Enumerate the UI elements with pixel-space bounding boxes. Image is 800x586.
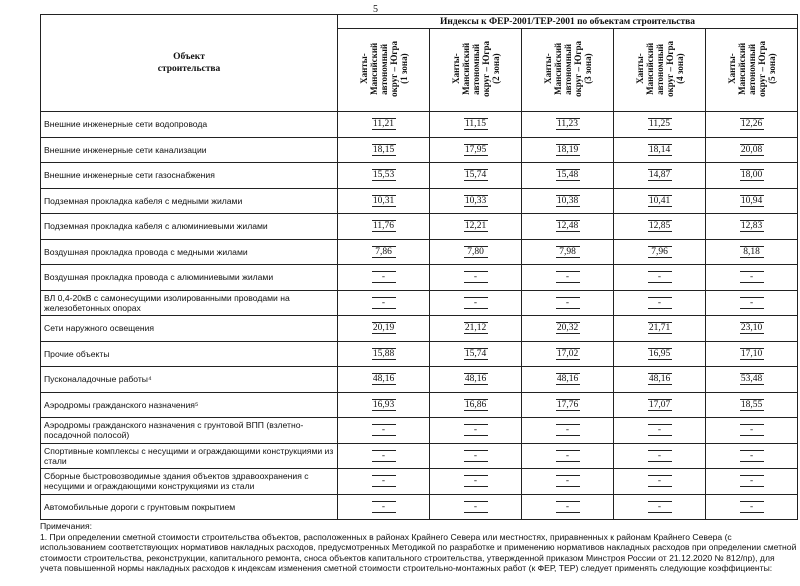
zone-1-cell xyxy=(338,367,430,393)
object-name: Сети наружного освещения xyxy=(41,316,338,342)
object-name: Автомобильные дороги с грунтовым покрытием xyxy=(41,494,338,520)
zone-header-5 xyxy=(706,29,798,112)
zone-3-cell xyxy=(522,443,614,469)
index-value: 15,74 xyxy=(464,348,487,359)
index-value: - xyxy=(556,424,580,436)
index-value: - xyxy=(648,501,672,513)
index-value: 20,19 xyxy=(372,323,395,334)
zone-5-cell xyxy=(706,316,798,342)
zone-3-cell xyxy=(522,392,614,418)
zone-1-cell xyxy=(338,137,430,163)
object-name: ВЛ 0,4-20кВ с самонесущими изолированными проводами на железобетонных опорах xyxy=(41,290,338,316)
zone-4-cell xyxy=(614,188,706,214)
index-value: 10,33 xyxy=(464,195,487,206)
zone-2-cell xyxy=(430,112,522,138)
index-value: 7,86 xyxy=(372,246,396,258)
index-value: 21,12 xyxy=(464,323,487,334)
zone-2-cell xyxy=(430,137,522,163)
index-value: - xyxy=(372,450,396,462)
index-value: 15,53 xyxy=(372,170,395,181)
index-value: 20,08 xyxy=(740,144,763,155)
table-row xyxy=(41,214,798,240)
index-value: 12,83 xyxy=(740,221,763,232)
object-name: Аэродромы гражданского назначения⁵ xyxy=(41,392,338,418)
index-value: - xyxy=(648,475,672,487)
zone-3-cell xyxy=(522,367,614,393)
index-value: 17,10 xyxy=(740,348,763,359)
zone-5-cell xyxy=(706,137,798,163)
index-value: 17,02 xyxy=(556,348,579,359)
zone-label: Ханты- Мансийский автономный округ – Югра (3 зона) xyxy=(542,41,593,97)
index-value: 48,16 xyxy=(648,374,671,385)
object-name: Внешние инженерные сети газоснабжения xyxy=(41,163,338,189)
zone-2-cell xyxy=(430,265,522,291)
zone-3-cell xyxy=(522,316,614,342)
index-value: 16,95 xyxy=(648,348,671,359)
zone-2-cell xyxy=(430,367,522,393)
zone-1-cell xyxy=(338,188,430,214)
index-value: 11,25 xyxy=(648,119,671,130)
zone-4-cell xyxy=(614,494,706,520)
zone-5-cell xyxy=(706,418,798,444)
index-value: 12,26 xyxy=(740,119,763,130)
index-value: 12,48 xyxy=(556,221,579,232)
table-row xyxy=(41,163,798,189)
index-value: 23,10 xyxy=(740,323,763,334)
index-value: 48,16 xyxy=(372,374,395,385)
zone-3-cell xyxy=(522,112,614,138)
zone-1-cell xyxy=(338,239,430,265)
zone-header-1 xyxy=(338,29,430,112)
zone-5-cell xyxy=(706,239,798,265)
index-value: 15,88 xyxy=(372,348,395,359)
indices-title: Индексы к ФЕР-2001/ТЕР-2001 по объектам строительства xyxy=(338,15,798,29)
zone-1-cell xyxy=(338,265,430,291)
index-value: 16,86 xyxy=(464,399,487,410)
zone-1-cell xyxy=(338,316,430,342)
index-value: - xyxy=(740,450,764,462)
zone-2-cell xyxy=(430,239,522,265)
index-value: - xyxy=(740,424,764,436)
index-value: - xyxy=(556,501,580,513)
zone-1-cell xyxy=(338,443,430,469)
zone-1-cell xyxy=(338,494,430,520)
indices-table xyxy=(40,14,798,520)
table-row xyxy=(41,112,798,138)
object-name: Внешние инженерные сети канализации xyxy=(41,137,338,163)
object-name: Подземная прокладка кабеля с алюминиевыми жилами xyxy=(41,214,338,240)
object-name: Воздушная прокладка провода с алюминиевыми жилами xyxy=(41,265,338,291)
object-name: Сборные быстровозводимые здания объектов здравоохранения с несущими и ограждающими конструкциями из стали xyxy=(41,469,338,495)
zone-header-4 xyxy=(614,29,706,112)
index-value: - xyxy=(372,271,396,283)
index-value: 10,31 xyxy=(372,195,395,206)
index-value: - xyxy=(648,271,672,283)
zone-4-cell xyxy=(614,137,706,163)
index-value: 20,32 xyxy=(556,323,579,334)
index-value: 10,38 xyxy=(556,195,579,206)
index-value: - xyxy=(740,501,764,513)
index-value: - xyxy=(464,297,488,309)
zone-5-cell xyxy=(706,469,798,495)
object-name: Подземная прокладка кабеля с медными жилами xyxy=(41,188,338,214)
object-name: Спортивные комплексы с несущими и ограждающими конструкциями из стали xyxy=(41,443,338,469)
zone-2-cell xyxy=(430,469,522,495)
zone-4-cell xyxy=(614,469,706,495)
index-value: 15,48 xyxy=(556,170,579,181)
index-value: - xyxy=(556,297,580,309)
index-value: - xyxy=(648,297,672,309)
index-value: - xyxy=(648,424,672,436)
zone-2-cell xyxy=(430,494,522,520)
index-value: 21,71 xyxy=(648,323,671,334)
index-value: 48,16 xyxy=(464,374,487,385)
index-value: - xyxy=(556,475,580,487)
zone-3-cell xyxy=(522,137,614,163)
index-value: 14,87 xyxy=(648,170,671,181)
zone-5-cell xyxy=(706,443,798,469)
zone-4-cell xyxy=(614,163,706,189)
index-value: - xyxy=(464,450,488,462)
notes-section xyxy=(40,521,797,574)
index-value: 18,55 xyxy=(740,399,763,410)
zone-3-cell xyxy=(522,163,614,189)
table-row xyxy=(41,239,798,265)
zone-4-cell xyxy=(614,316,706,342)
index-value: 10,94 xyxy=(740,195,763,206)
table-row xyxy=(41,494,798,520)
zone-4-cell xyxy=(614,214,706,240)
index-value: 17,95 xyxy=(464,144,487,155)
zone-3-cell xyxy=(522,214,614,240)
zone-5-cell xyxy=(706,163,798,189)
object-column-header xyxy=(41,15,338,112)
zone-4-cell xyxy=(614,112,706,138)
index-value: 12,85 xyxy=(648,221,671,232)
notes-text: 1. При определении сметной стоимости строительства объектов, расположенных в районах Крайнего Севера или местностях, приравненных к районам Крайнего Севера (с использованием соответствующих нормативов накладных расходов, предусмотренных Методикой по разработке и применению нормативов накладных расходов при определении сметной стоимости строительства, реконструкции, капитального ремонта, сноса объектов капитального строительства, утвержденной приказом Минстроя России от 21.12.2020 № 812/пр), для учета повышенной нормы накладных расходов к индексам изменения сметной стоимости строительно-монтажных работ (к ФЕР, ТЕР) следует применять следующие коэффициенты: xyxy=(40,531,797,573)
index-value: 7,96 xyxy=(648,246,672,258)
index-value: 7,80 xyxy=(464,246,488,258)
index-value: 12,21 xyxy=(464,221,487,232)
zone-1-cell xyxy=(338,469,430,495)
index-value: 15,74 xyxy=(464,170,487,181)
table-row xyxy=(41,469,798,495)
table-row xyxy=(41,265,798,291)
zone-2-cell xyxy=(430,163,522,189)
zone-5-cell xyxy=(706,341,798,367)
zone-5-cell xyxy=(706,290,798,316)
zone-label: Ханты- Мансийский автономный округ – Югра (5 зона) xyxy=(726,41,777,97)
zone-4-cell xyxy=(614,341,706,367)
zone-2-cell xyxy=(430,341,522,367)
zone-2-cell xyxy=(430,290,522,316)
zone-5-cell xyxy=(706,494,798,520)
zone-3-cell xyxy=(522,239,614,265)
zone-1-cell xyxy=(338,341,430,367)
index-value: 18,15 xyxy=(372,144,395,155)
object-name: Воздушная прокладка провода с медными жилами xyxy=(41,239,338,265)
table-row xyxy=(41,418,798,444)
zone-5-cell xyxy=(706,265,798,291)
index-value: 11,76 xyxy=(372,221,395,232)
zone-3-cell xyxy=(522,290,614,316)
index-value: 18,14 xyxy=(648,144,671,155)
index-value: - xyxy=(464,475,488,487)
zone-4-cell xyxy=(614,265,706,291)
zone-4-cell xyxy=(614,443,706,469)
zone-1-cell xyxy=(338,392,430,418)
index-value: 17,76 xyxy=(556,399,579,410)
zone-3-cell xyxy=(522,469,614,495)
index-value: - xyxy=(740,271,764,283)
zone-3-cell xyxy=(522,494,614,520)
index-value: 16,93 xyxy=(372,399,395,410)
zone-2-cell xyxy=(430,214,522,240)
index-value: - xyxy=(372,475,396,487)
index-value: - xyxy=(464,501,488,513)
index-value: 18,00 xyxy=(740,170,763,181)
index-value: 11,21 xyxy=(372,119,395,130)
index-value: - xyxy=(372,501,396,513)
zone-2-cell xyxy=(430,392,522,418)
zone-3-cell xyxy=(522,265,614,291)
zone-2-cell xyxy=(430,443,522,469)
object-column-label: Объект строительства xyxy=(157,52,221,74)
zone-5-cell xyxy=(706,188,798,214)
zone-4-cell xyxy=(614,290,706,316)
zone-2-cell xyxy=(430,316,522,342)
table-row xyxy=(41,367,798,393)
index-value: - xyxy=(740,297,764,309)
index-value: 8,18 xyxy=(740,246,764,258)
zone-4-cell xyxy=(614,392,706,418)
zone-5-cell xyxy=(706,392,798,418)
table-row xyxy=(41,316,798,342)
index-value: - xyxy=(556,450,580,462)
index-value: 11,23 xyxy=(556,119,579,130)
zone-2-cell xyxy=(430,418,522,444)
zone-5-cell xyxy=(706,214,798,240)
zone-3-cell xyxy=(522,341,614,367)
table-row xyxy=(41,341,798,367)
zone-label: Ханты- Мансийский автономный округ – Югра (1 зона) xyxy=(358,41,409,97)
table-row xyxy=(41,188,798,214)
zone-label: Ханты- Мансийский автономный округ – Югра (2 зона) xyxy=(450,41,501,97)
table-body xyxy=(41,112,798,520)
index-value: - xyxy=(556,271,580,283)
page-number: 5 xyxy=(373,4,378,15)
zone-3-cell xyxy=(522,418,614,444)
table-row xyxy=(41,137,798,163)
zone-1-cell xyxy=(338,418,430,444)
index-value: 10,41 xyxy=(648,195,671,206)
zone-4-cell xyxy=(614,418,706,444)
zone-1-cell xyxy=(338,163,430,189)
zone-5-cell xyxy=(706,112,798,138)
index-value: 53,48 xyxy=(740,374,763,385)
index-value: 11,15 xyxy=(464,119,487,130)
object-name: Аэродромы гражданского назначения с грунтовой ВПП (взлетно-посадочной полосой) xyxy=(41,418,338,444)
zone-4-cell xyxy=(614,239,706,265)
table-row xyxy=(41,392,798,418)
table-row xyxy=(41,443,798,469)
zone-label: Ханты- Мансийский автономный округ – Югра (4 зона) xyxy=(634,41,685,97)
index-value: 17,07 xyxy=(648,399,671,410)
zone-1-cell xyxy=(338,290,430,316)
notes-title: Примечания: xyxy=(40,521,93,531)
zone-3-cell xyxy=(522,188,614,214)
index-value: 18,19 xyxy=(556,144,579,155)
index-value: - xyxy=(464,424,488,436)
index-value: - xyxy=(372,424,396,436)
index-value: - xyxy=(740,475,764,487)
zone-1-cell xyxy=(338,112,430,138)
index-value: 48,16 xyxy=(556,374,579,385)
zone-4-cell xyxy=(614,367,706,393)
zone-5-cell xyxy=(706,367,798,393)
index-value: - xyxy=(648,450,672,462)
index-value: 7,98 xyxy=(556,246,580,258)
index-value: - xyxy=(464,271,488,283)
zone-header-2 xyxy=(430,29,522,112)
object-name: Внешние инженерные сети водопровода xyxy=(41,112,338,138)
index-value: - xyxy=(372,297,396,309)
zone-2-cell xyxy=(430,188,522,214)
zone-1-cell xyxy=(338,214,430,240)
object-name: Прочие объекты xyxy=(41,341,338,367)
zone-header-3 xyxy=(522,29,614,112)
object-name: Пусконаладочные работы⁴ xyxy=(41,367,338,393)
table-row xyxy=(41,290,798,316)
